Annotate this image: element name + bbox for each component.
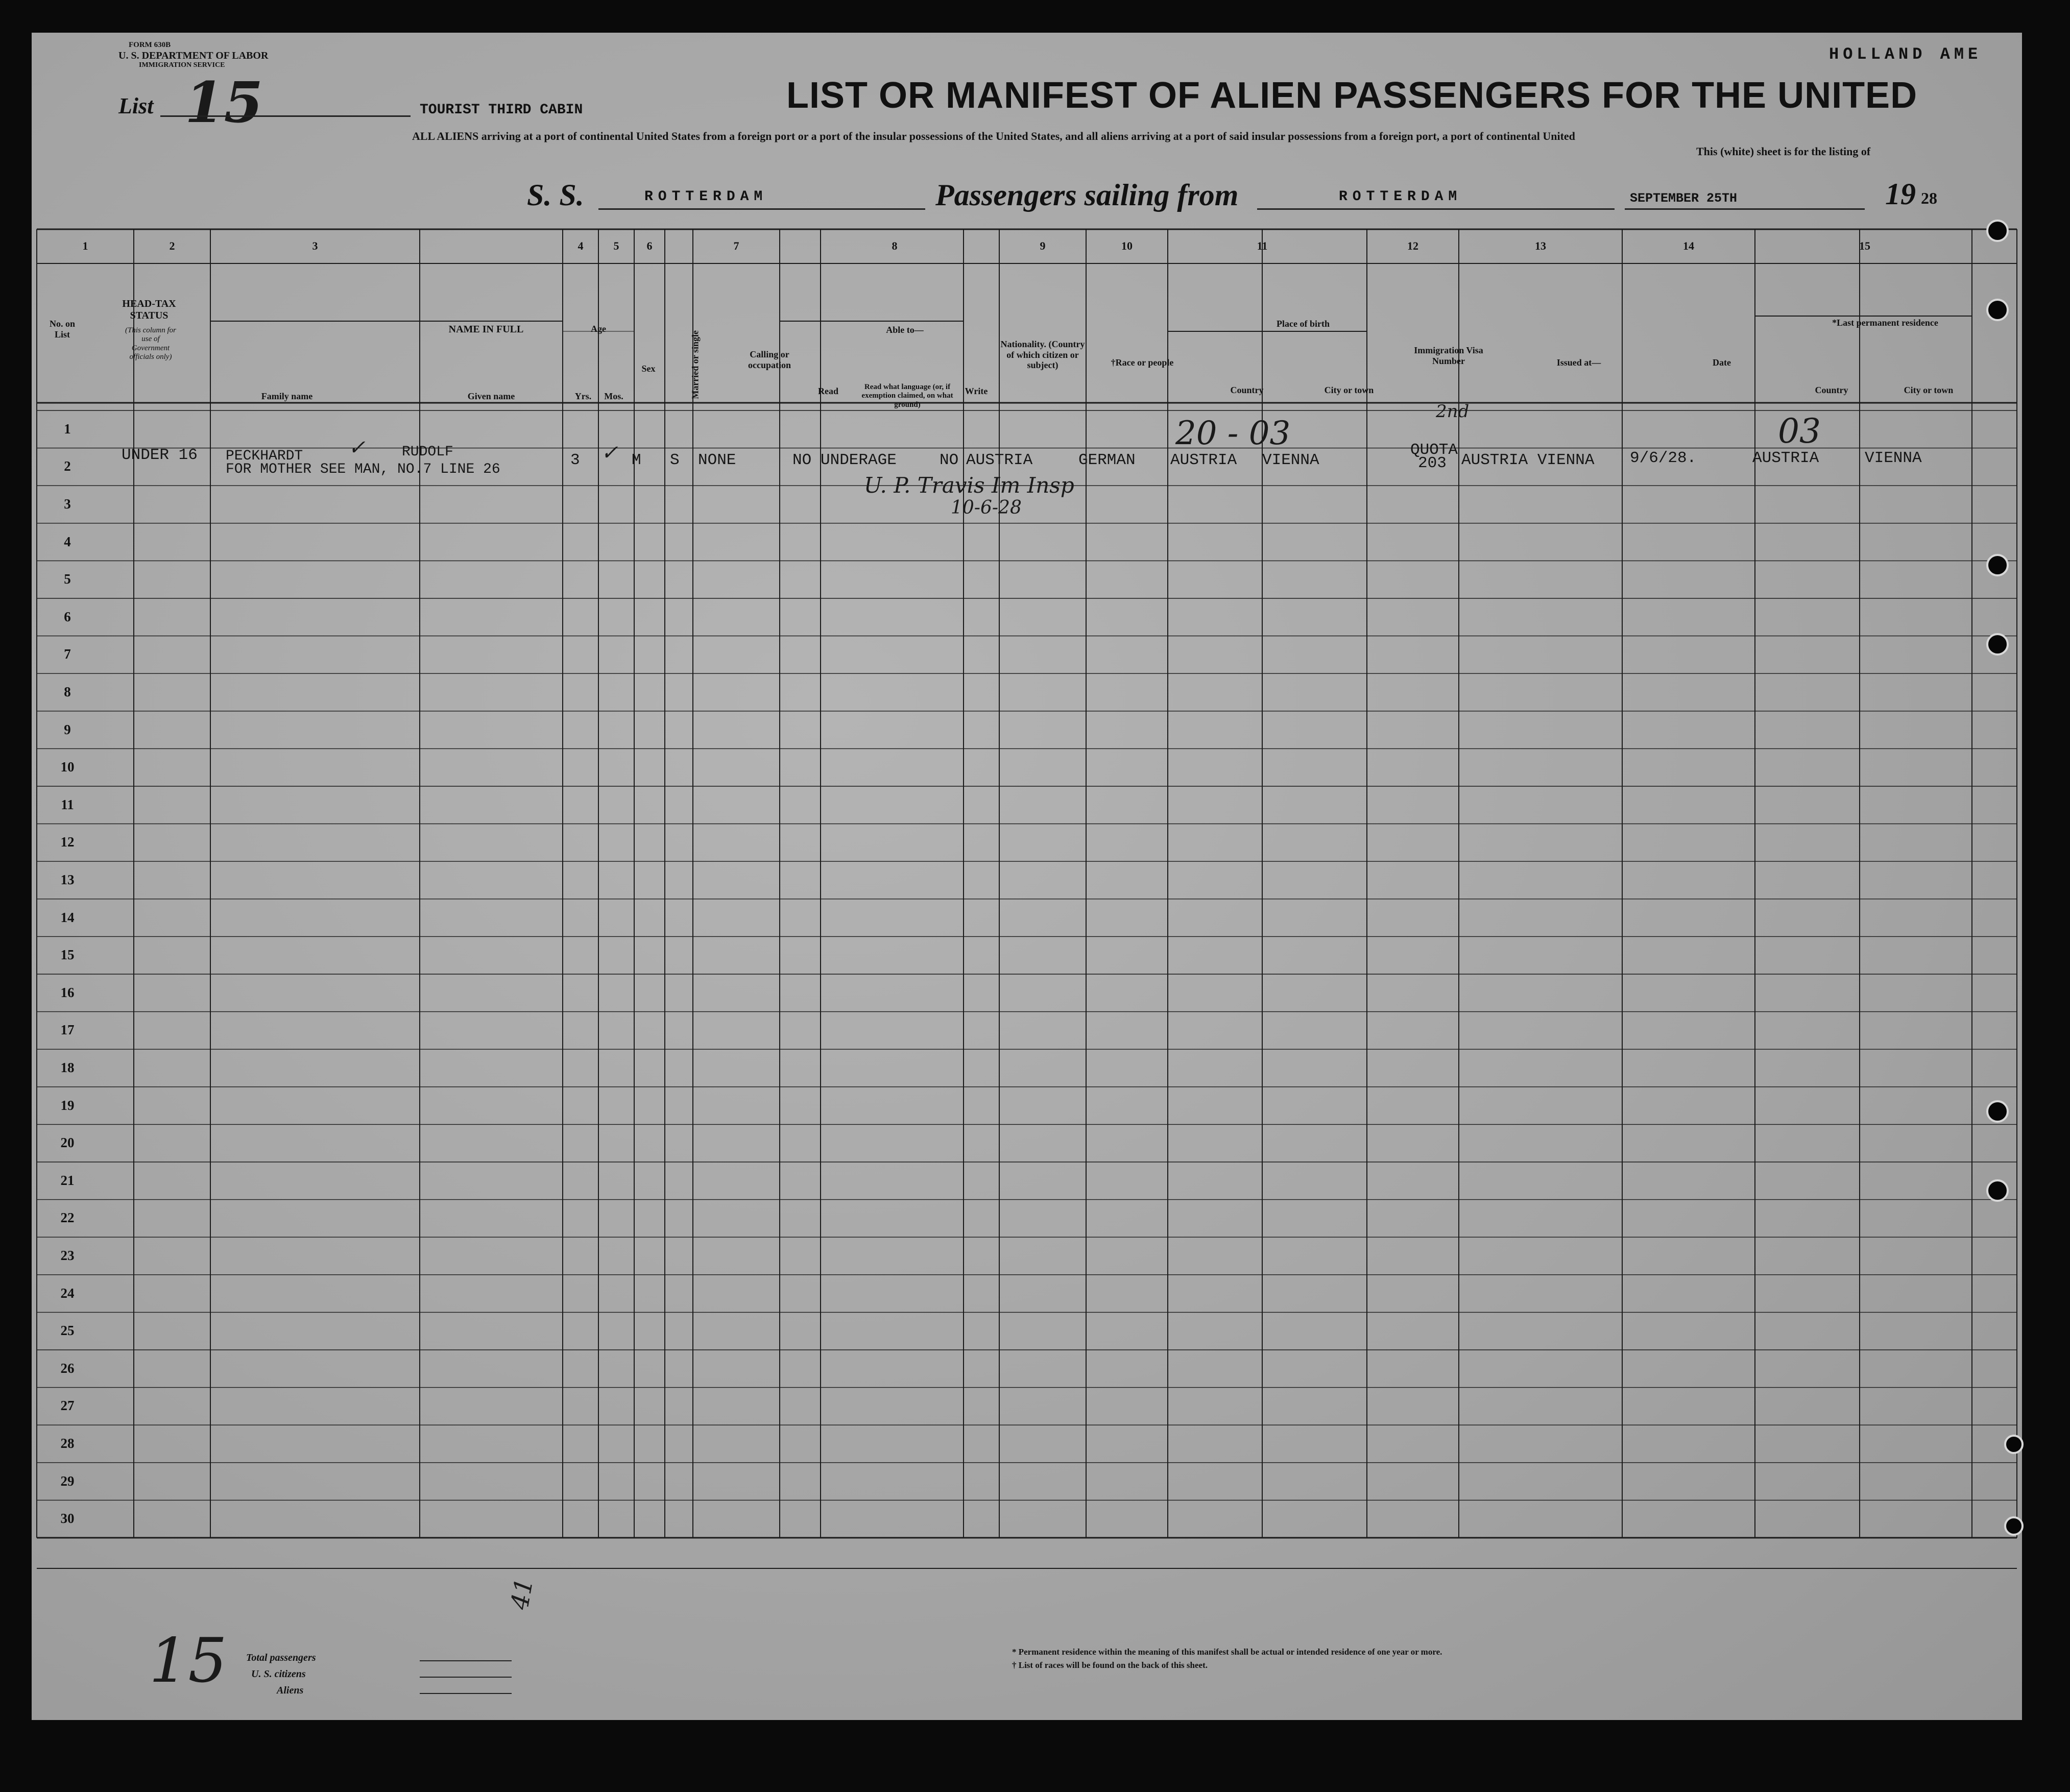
header-issued-at: Issued at—: [1556, 357, 1601, 368]
entry-birth-city: VIENNA: [1262, 451, 1319, 469]
row-number: 17: [60, 1022, 75, 1038]
date-underline: [1625, 208, 1865, 210]
column-number: 14: [1683, 239, 1694, 252]
footnote-residence: * Permanent residence within the meaning of this manifest shall be actual or intended residence of one year or more.: [1012, 1647, 1442, 1657]
entry-visa-number: 203: [1418, 454, 1447, 472]
row-number: 19: [60, 1097, 75, 1113]
entry-sex: M: [632, 451, 641, 469]
header-family-name: Family name: [261, 391, 313, 401]
binder-hole-icon: [1986, 299, 2009, 321]
row-number: 22: [60, 1210, 75, 1226]
header-birth-country: Country: [1230, 385, 1264, 395]
row-number: 9: [64, 721, 71, 737]
row-number: 20: [60, 1135, 75, 1151]
header-sex: Sex: [641, 364, 656, 374]
row-number: 16: [60, 984, 75, 1000]
entry-visa-type: QUOTA: [1410, 441, 1458, 459]
row-number: 12: [60, 834, 75, 850]
row-number: 24: [60, 1285, 75, 1301]
footer-handwritten-mark: 15: [149, 1626, 227, 1697]
footnote-races: † List of races will be found on the back of this sheet.: [1012, 1660, 1208, 1670]
ship-underline: [598, 208, 925, 210]
list-number: 15: [185, 69, 263, 135]
check-mark-icon: ✓: [601, 441, 618, 465]
entry-family-name: PECKHARDT: [226, 448, 303, 464]
inspector-signature: U. P. Travis Im Insp: [864, 473, 1074, 498]
row-number: 1: [64, 421, 71, 437]
row-number: 13: [60, 872, 75, 887]
entry-visa-date: 9/6/28.: [1630, 449, 1697, 467]
entry-occupation: NONE: [698, 451, 736, 469]
year-suffix: 28: [1921, 189, 1937, 207]
row-number: 7: [64, 646, 71, 662]
row-number: 18: [60, 1060, 75, 1075]
port-underline: [1257, 208, 1615, 210]
row-number: 10: [60, 759, 75, 775]
sailing-label: Passengers sailing from: [935, 178, 1239, 212]
entry-birth-country: AUSTRIA: [1170, 451, 1237, 469]
row-number: 3: [64, 496, 71, 512]
header-age: Age: [591, 324, 606, 334]
row-number: 14: [60, 909, 75, 925]
ss-label: S. S.: [527, 178, 584, 212]
row-number: 30: [60, 1511, 75, 1527]
list-underline: [160, 115, 411, 117]
column-number: 4: [577, 239, 584, 252]
us-citizens-label: U. S. citizens: [251, 1668, 306, 1680]
header-visa-number: Immigration Visa Number: [1414, 345, 1483, 366]
header-last-residence: *Last permanent residence: [1832, 318, 1938, 328]
entry-note: FOR MOTHER SEE MAN, NO.7 LINE 26: [226, 462, 500, 477]
handwritten-visa-annotation: 2nd: [1436, 401, 1470, 422]
row-number: 27: [60, 1398, 75, 1414]
instructions-line-1: ALL ALIENS arriving at a port of continental United States from a foreign port or a port of the insular possessions of the United States, and all aliens arriving at a port of said insular possessions from a foreign port, a port of continental United: [412, 130, 1575, 142]
header-birth-city: City or town: [1324, 385, 1374, 395]
row-number: 6: [64, 609, 71, 624]
row-number: 8: [64, 684, 71, 699]
binder-hole-icon: [1986, 554, 2009, 576]
header-place-of-birth: Place of birth: [1277, 319, 1330, 329]
column-number: 8: [892, 239, 898, 252]
entry-head-tax: UNDER 16: [122, 446, 198, 464]
row-number: 28: [60, 1436, 75, 1451]
table-grid: [32, 33, 2022, 1720]
inspector-date: 10-6-28: [951, 497, 1022, 518]
ship-name: ROTTERDAM: [644, 189, 768, 205]
handwritten-birth-code: 20 - 03: [1175, 415, 1291, 452]
row-number: 11: [61, 796, 74, 812]
entry-given-name: RUDOLF: [402, 444, 453, 460]
binder-hole-icon: [1986, 633, 2009, 656]
entry-write: NO: [940, 451, 959, 469]
row-number: 4: [64, 534, 71, 549]
header-read-language: Read what language (or, if exemption claimed, on what ground): [861, 383, 953, 409]
cabin-class: TOURIST THIRD CABIN: [420, 102, 583, 118]
entry-issued-at: AUSTRIA VIENNA: [1461, 451, 1595, 469]
check-mark-icon: ✓: [348, 436, 366, 459]
entry-res-city: VIENNA: [1865, 449, 1922, 467]
column-number: 13: [1535, 239, 1546, 252]
aliens-label: Aliens: [277, 1685, 304, 1696]
header-res-city: City or town: [1904, 385, 1954, 395]
service-label: IMMIGRATION SERVICE: [139, 61, 225, 69]
binder-hole-icon: [2004, 1516, 2024, 1536]
column-number: 7: [733, 239, 739, 252]
row-number: 26: [60, 1360, 75, 1376]
row-number: 2: [64, 458, 71, 474]
total-passengers-line: [420, 1660, 512, 1661]
list-label: List: [118, 93, 154, 118]
manifest-sheet: [32, 33, 2022, 1720]
column-number: 2: [169, 239, 175, 252]
header-res-country: Country: [1815, 385, 1848, 395]
column-number: 11: [1257, 239, 1268, 252]
header-calling: Calling or occupation: [748, 349, 791, 370]
entry-marital: S: [670, 451, 680, 469]
year-prefix: 19: [1885, 177, 1916, 211]
header-read: Read: [818, 386, 838, 396]
departure-port: ROTTERDAM: [1339, 189, 1462, 205]
header-head-tax-note: (This column for use of Government officials only): [125, 326, 176, 361]
row-number: 5: [64, 571, 71, 587]
manifest-title: LIST OR MANIFEST OF ALIEN PASSENGERS FOR THE UNITED: [786, 75, 1918, 116]
row-number: 25: [60, 1323, 75, 1339]
column-number: 10: [1121, 239, 1133, 252]
row-number: 15: [60, 947, 75, 963]
column-number: 5: [613, 239, 619, 252]
column-number: 3: [312, 239, 318, 252]
aliens-line: [420, 1693, 512, 1694]
entry-race: GERMAN: [1078, 451, 1136, 469]
header-age-mos: Mos.: [604, 391, 623, 401]
binder-hole-icon: [2004, 1435, 2024, 1454]
handwritten-residence-code: 03: [1778, 411, 1821, 451]
instructions-line-2: This (white) sheet is for the listing of: [1696, 145, 1871, 158]
row-number: 29: [60, 1473, 75, 1489]
column-number: 15: [1859, 239, 1870, 252]
header-no-on-list: No. on List: [49, 319, 75, 340]
column-number: 6: [646, 239, 653, 252]
header-married: Married or single: [690, 330, 701, 399]
column-number: 9: [1040, 239, 1046, 252]
shipping-line: HOLLAND AME: [1829, 45, 1982, 64]
entry-nationality: AUSTRIA: [966, 451, 1033, 469]
header-given-name: Given name: [467, 391, 515, 401]
total-passengers-label: Total passengers: [246, 1652, 316, 1663]
form-number: FORM 630B: [129, 41, 171, 49]
binder-hole-icon: [1986, 1179, 2009, 1202]
header-nationality: Nationality. (Country of which citizen or subject): [1000, 339, 1085, 371]
header-write: Write: [965, 386, 988, 396]
binder-hole-icon: [1986, 1100, 2009, 1123]
department-label: U. S. DEPARTMENT OF LABOR: [118, 50, 269, 61]
column-number: 12: [1407, 239, 1418, 252]
binder-hole-icon: [1986, 220, 2009, 242]
us-citizens-line: [420, 1677, 512, 1678]
header-head-tax: HEAD-TAX STATUS: [122, 298, 176, 321]
header-date: Date: [1713, 357, 1731, 368]
entry-age-yrs: 3: [570, 451, 580, 469]
entry-language: UNDERAGE: [821, 451, 897, 469]
entry-res-country: AUSTRIA: [1752, 449, 1819, 467]
header-race: †Race or people: [1111, 357, 1174, 368]
entry-read: NO: [792, 451, 812, 469]
row-number: 21: [60, 1172, 75, 1188]
column-number: 1: [82, 239, 88, 252]
header-name-in-full: NAME IN FULL: [448, 324, 524, 335]
header-able-to: Able to—: [886, 325, 924, 335]
header-age-yrs: Yrs.: [574, 391, 592, 401]
row-number: 23: [60, 1248, 75, 1263]
margin-number: 41: [505, 1576, 539, 1612]
sailing-date: SEPTEMBER 25TH: [1630, 191, 1738, 206]
